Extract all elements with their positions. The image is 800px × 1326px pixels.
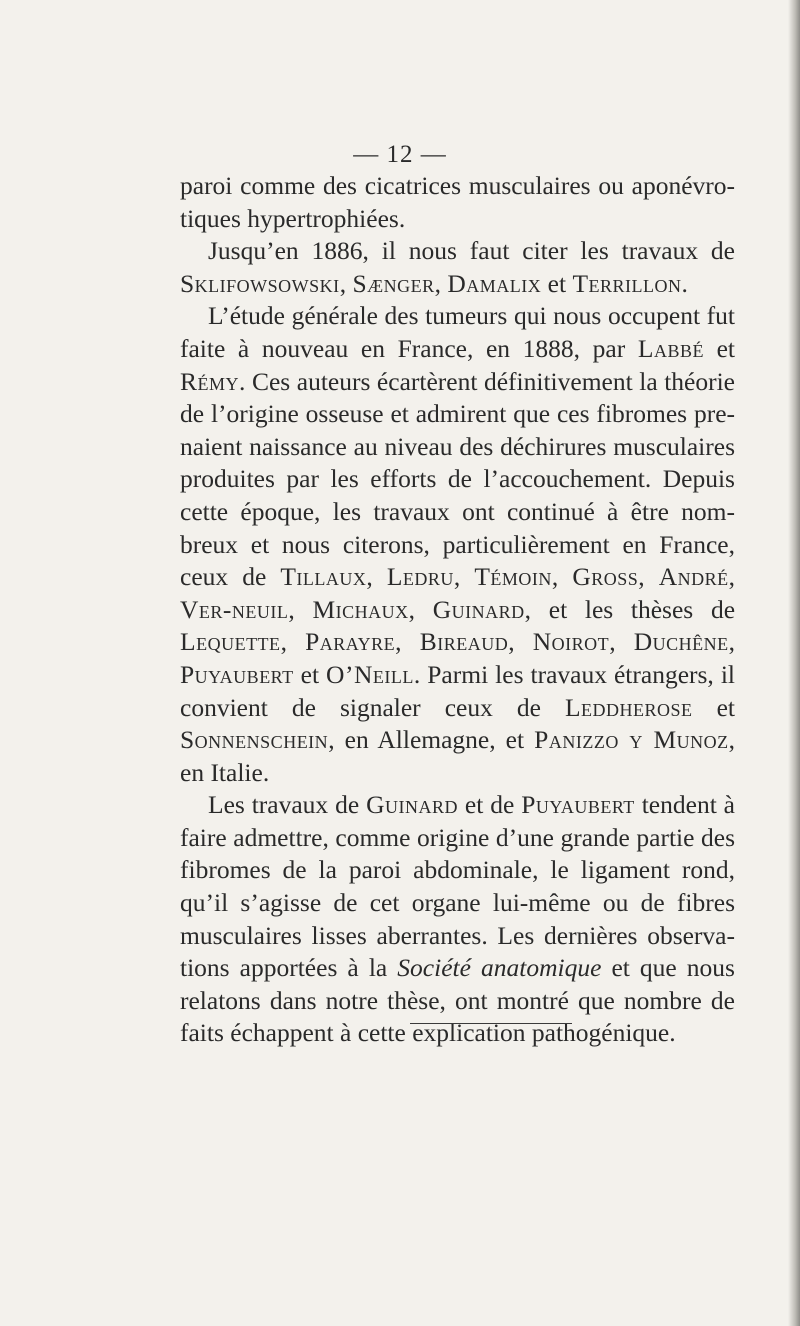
paragraph [180, 170, 735, 235]
text-run: . Parmi les travaux étrangers, il convient de signaler ceux de [180, 659, 735, 722]
author-name: Panizzo y Munoz [534, 725, 729, 755]
author-name: O’Neill [326, 659, 414, 689]
text-run: , [453, 562, 475, 592]
author-name: Sænger [352, 268, 435, 298]
author-name: Témoin [474, 562, 552, 592]
author-name: Parayre [305, 627, 396, 657]
text-run: , [638, 562, 659, 592]
text-run: , [395, 627, 420, 657]
text-run: , [609, 627, 634, 657]
text-run: , et les thèses de [524, 594, 736, 624]
author-name: Sklifowsowski [180, 268, 340, 298]
author-name: Gross [572, 562, 639, 592]
text-run: et de [458, 790, 522, 820]
author-name: Rémy [180, 366, 240, 396]
author-name: Puyaubert [521, 790, 635, 820]
author-name: Ledru [386, 562, 454, 592]
author-name: Bireaud [419, 627, 509, 657]
author-name: Leddherose [564, 692, 693, 722]
author-name: Puyaubert [180, 659, 294, 689]
author-name: Labbé [637, 333, 704, 363]
page-number: — 12 — [353, 141, 447, 168]
text-run: paroi comme des cicatrices musculaires ou aponévro-tiques hypertrophiées. [180, 171, 735, 233]
text-run: et [692, 692, 735, 722]
text-run: et [293, 659, 327, 689]
text-run: , [728, 562, 736, 592]
author-name: Tillaux [280, 562, 367, 592]
closing-rule [410, 1023, 572, 1024]
text-run: et que nous relatons dans notre thèse, ont montré que nombre de faits échappent à cette explication pathogénique. [180, 953, 735, 1048]
author-name: André [658, 562, 729, 592]
text-run: . Ces auteurs écartèrent définitivement la théorie de l’origine osseuse et admirent que ces fibromes pre-naient naissance au niveau des déchirures musculaires produites par les efforts de l’accouchement. Depuis cette époque, les travaux ont continué à être nom-breux et nous citerons, particulièrement en France, ceux de [180, 366, 735, 592]
paragraph [180, 300, 735, 789]
paragraph [180, 789, 735, 1050]
paragraph [180, 235, 735, 300]
text-run: , [434, 268, 448, 298]
page-edge-shadow [788, 0, 800, 1326]
text-run: , en Allemagne, et [328, 725, 535, 755]
text-run: , [280, 627, 306, 657]
author-name: Noirot [532, 627, 610, 657]
text-run: , [728, 627, 736, 657]
text-run: , [551, 562, 573, 592]
text-run: , [339, 268, 353, 298]
author-name: Terrillon [572, 268, 682, 298]
italic-text: Société anatomique [397, 953, 602, 983]
text-run: tendent à faire admettre, comme origine d’une grande partie des fibromes de la paroi abdominale, le ligament rond, qu’il s’agisse de cet organe lui-même ou de fibres musculaires lisses aberrantes. Les dernières observa-tions apportées à la [180, 790, 735, 983]
text-run: , en Italie. [180, 725, 735, 787]
text-run: , [408, 594, 433, 624]
text-run: et [541, 268, 573, 298]
author-name: Michaux [312, 594, 409, 624]
text-run: Jusqu’en 1886, il nous faut citer les travaux de [208, 236, 735, 266]
author-name: Lequette [180, 627, 281, 657]
text-run: L’étude générale des tumeurs qui nous occupent fut faite à nouveau en France, en 1888, par [180, 301, 735, 363]
author-name: Damalix [447, 268, 542, 298]
text-run: , [288, 594, 313, 624]
text-run: et [703, 333, 736, 363]
author-name: Ver-neuil [180, 594, 289, 624]
text-run: . [681, 268, 688, 298]
text-run: Les travaux de [208, 790, 367, 820]
text-run: , [508, 627, 533, 657]
body-text [180, 170, 735, 1050]
author-name: Guinard [366, 790, 458, 820]
text-run: , [366, 562, 387, 592]
author-name: Sonnenschein [180, 725, 329, 755]
author-name: Guinard [432, 594, 525, 624]
author-name: Duchêne [633, 627, 729, 657]
